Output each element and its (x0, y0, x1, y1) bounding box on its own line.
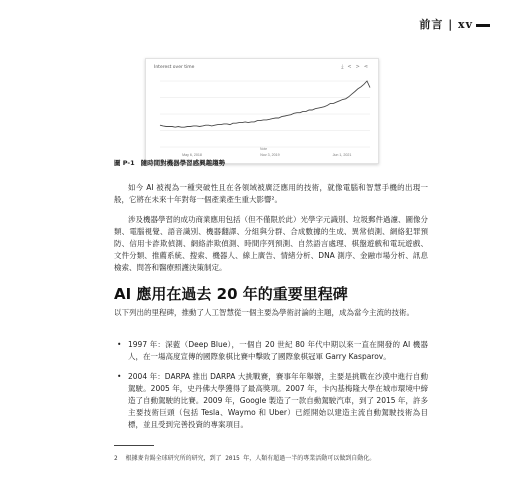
x-tick-label: May 6, 2018 (182, 153, 202, 157)
x-tick-labels (182, 147, 351, 157)
line-chart (146, 59, 378, 163)
series-line (160, 81, 370, 127)
bullet-dot: • (117, 372, 122, 381)
section-intro: 以下列出的里程碑，推動了人工智慧從一個主要為學術討論的主題，成為當今主流的技術。 (114, 308, 414, 317)
header-bar (476, 24, 490, 27)
page-header-label: 前言 | xv (419, 18, 473, 31)
footnote-rule (114, 445, 154, 446)
milestone-item (114, 371, 428, 431)
figure-chart-title: Interest over time (154, 65, 195, 70)
embed-icon[interactable]: <> (347, 64, 364, 70)
figure-chart-card (145, 58, 379, 164)
page-header (419, 16, 490, 32)
chart-note: Note (260, 147, 268, 151)
footnote-text: 根據麥肯錫全球研究所的研究，到了 2015 年，人類有超過一半的專業活動可以做到自動化。 (125, 455, 376, 462)
share-icon[interactable]: ⋖ (363, 64, 372, 70)
figure-caption-text: 隨時間對機器學習感興趣趨勢 (140, 159, 226, 167)
download-icon[interactable]: ⤓ (341, 64, 348, 70)
figure-number: 圖 P-1 (114, 159, 135, 167)
footnote (114, 453, 375, 462)
milestone-text: 2004 年：DARPA 推出 DARPA 大挑戰賽，賽事年年舉辦，主要是挑戰在沙漠中進行自動駕駛。2005 年，史丹佛大學獲得了最高獎項。2007 年，卡內基梅隆大學在城市環境中締造了自動駕駛的比賽。2009 年，Google 製造了一款自動駕駛汽車，到了 2015 年，許多主要技術巨頭（包括 Tesla、Waymo 和 Uber）已經開始以建造主流自動駕駛技術為目標，並且受到完善投資的專案項目。 (128, 372, 428, 429)
footnote-number: 2 (114, 455, 118, 462)
milestone-text: 1997 年：深藍（Deep Blue），一個自 20 世紀 80 年代中期以來一直在開發的 AI 機器人，在一場高度宣傳的國際象棋比賽中擊敗了國際象棋冠軍 Garry Kasparov。 (128, 340, 428, 361)
milestone-item (114, 339, 428, 363)
paragraph-applications: 涉及機器學習的成功商業應用包括（但不僅限於此）光學字元識別、垃圾郵件過濾、圖像分類、電腦視覺、語音識別、機器翻譯、分組與分群、合成數據的生成、異常偵測、網絡犯罪預防、信用卡詐欺偵測、網絡詐欺偵測、時間序列預測、自然語言處理、棋盤遊戲和電玩遊戲、文件分類、推薦系統、搜索、機器人、線上廣告、情緒分析、DNA 測序、金融市場分析、訊息檢索、問答和醫療照護決策制定。 (114, 215, 428, 272)
figure-caption (114, 158, 225, 167)
x-tick-label: Jun 1, 2021 (332, 153, 352, 157)
x-tick-label: Nov 3, 2019 (260, 153, 280, 157)
section-title: AI 應用在過去 20 年的重要里程碑 (114, 285, 348, 303)
bullet-dot: • (117, 340, 122, 349)
chart-grid (160, 81, 370, 147)
paragraph-intro: 如今 AI 被視為一種突破性且在各領域被廣泛應用的技術，就像電腦和智慧手機的出現一般，它將在未來十年對每一個產業產生重大影響²。 (114, 183, 428, 204)
